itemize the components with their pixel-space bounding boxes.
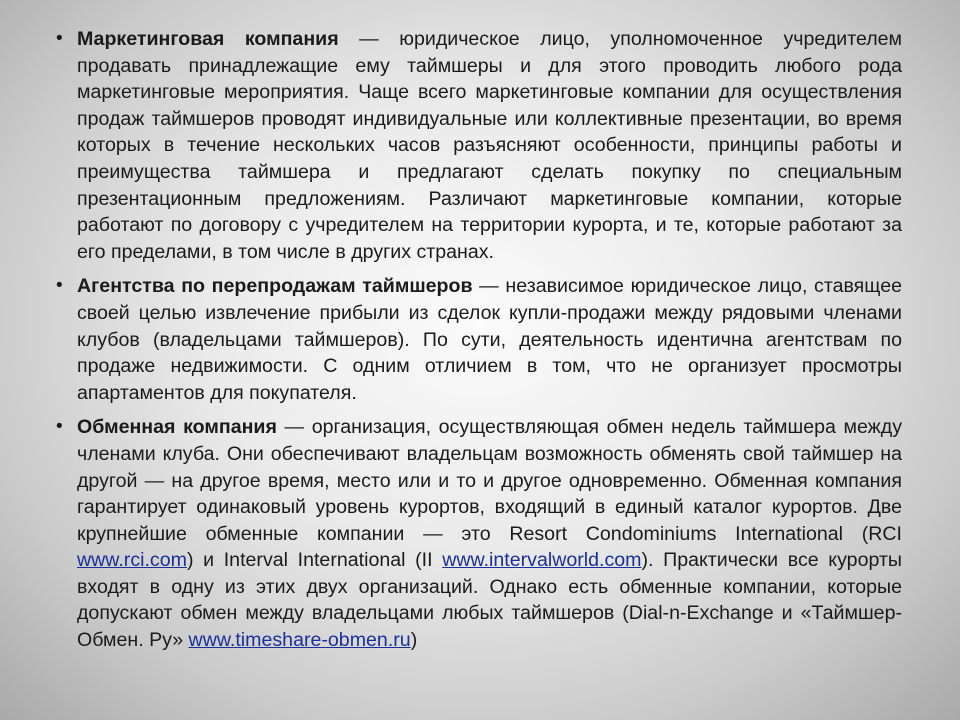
bullet-dot-icon: • bbox=[56, 275, 63, 297]
bullet-dot-icon: • bbox=[56, 28, 63, 49]
hyperlink[interactable]: www.rci.com bbox=[77, 549, 187, 572]
bullet-term: Маркетинговая компания bbox=[77, 28, 339, 50]
bullet-text: — независимое юридическое лицо, ставящее своей целью извлечение прибыли из сделок купли-продажи между рядовыми членами клубов (владельцами таймшеров). По сути, деятельность идентична агентствам по продаже недвижимости. С одним отличием в том, что не организует просмотры апартаментов для покупателя. bbox=[77, 275, 902, 404]
bullet-term: Обменная компания bbox=[77, 416, 277, 439]
bullet-list bbox=[54, 26, 902, 662]
bullet-term: Агентства по перепродажам таймшеров bbox=[77, 275, 473, 298]
bullet-dot-icon: • bbox=[56, 416, 63, 438]
bullet-text: ). Практически все курорты входят в одну из этих двух организаций. Однако есть обменные компании, которые допускают обмен между владельцами любых таймшеров (Dial-n-Exchange и «Таймшер-Обмен. Ру» bbox=[77, 549, 902, 652]
bullet-text: — организация, осуществляющая обмен недель таймшера между членами клуба. Они обеспечивают владельцам возможность обменять свой таймшер на другой — на другое время, место или и то и другое одновременно. Обменная компания гарантирует одинаковый уровень курортов, входящий в единый каталог курортов. Две крупнейшие обменные компании — это Resort Condominiums International (RCI bbox=[77, 416, 902, 545]
bullet-text: — юридическое лицо, уполномоченное учредителем продавать принадлежащие ему таймшеры и для этого проводить любого рода маркетинговые мероприятия. Чаще всего маркетинговые компании для осуществления продаж таймшеров проводят индивидуальные или коллективные презентации, во время которых в течение нескольких часов разъясняют особенности, принципы работы и преимущества таймшера и предлагают сделать покупку по специальным презентационным предложениям. Различают маркетинговые компании, которые работают по договору с учредителем на территории курорта, и те, которые работают за его пределами, в том числе в других странах. bbox=[77, 28, 902, 263]
bullet-item bbox=[54, 26, 902, 265]
hyperlink[interactable]: www.intervalworld.com bbox=[442, 549, 642, 572]
bullet-item bbox=[54, 414, 902, 653]
hyperlink[interactable]: www.timeshare-obmen.ru bbox=[188, 629, 411, 652]
bullet-text: ) и Interval International (II bbox=[186, 549, 443, 572]
bullet-text: ) bbox=[410, 629, 418, 652]
bullet-item bbox=[54, 273, 902, 406]
